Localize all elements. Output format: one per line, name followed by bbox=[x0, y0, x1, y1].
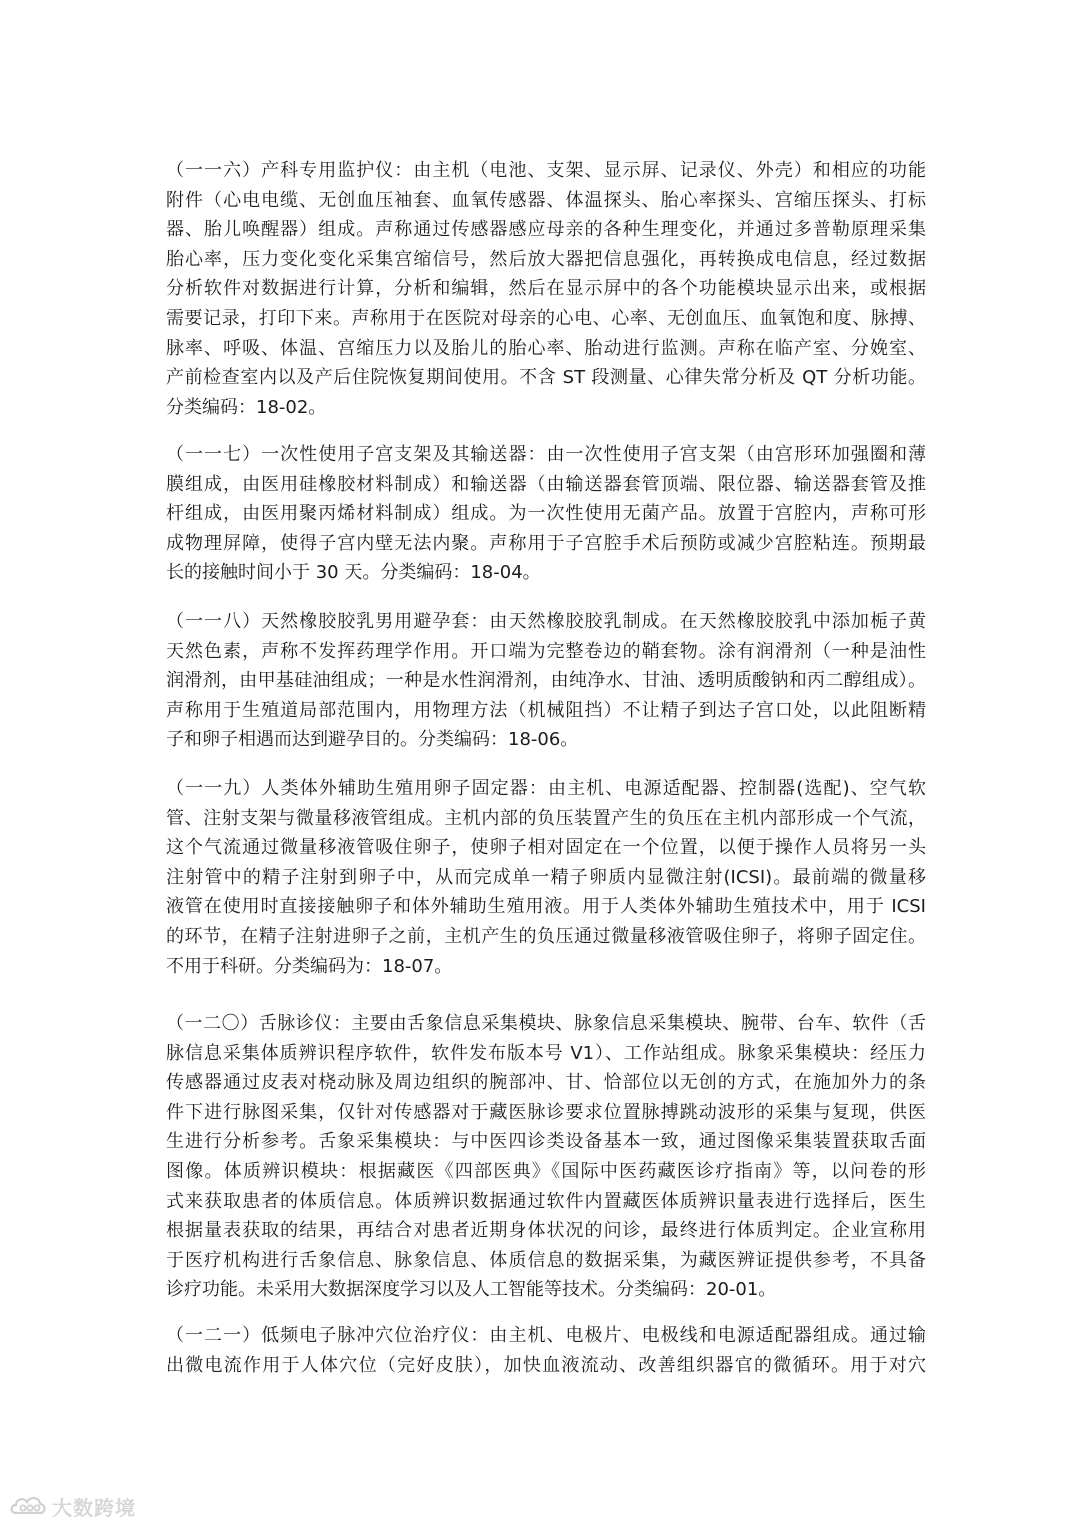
text-line: （一二〇）舌脉诊仪：主要由舌象信息采集模块、脉象信息采集模块、腕带、台车、软件（舌 bbox=[166, 1013, 926, 1034]
text-line: 需要记录，打印下来。声称用于在医院对母亲的心电、心率、无创血压、血氧饱和度、脉搏、 bbox=[166, 307, 926, 329]
text-line: 注射管中的精子注射到卵子中，从而完成单一精子卵质内显微注射(ICSI)。最前端的微量移 bbox=[166, 866, 926, 888]
paragraph-120 bbox=[166, 1009, 926, 1305]
text-line: 出微电流作用于人体穴位（完好皮肤），加快血液流动、改善组织器官的微循环。用于对穴 bbox=[166, 1354, 926, 1376]
text-line: 杆组成，由医用聚丙烯材料制成）组成。为一次性使用无菌产品。放置于宫腔内，声称可形 bbox=[166, 503, 926, 525]
text-line: 液管在使用时直接接触卵子和体外辅助生殖用液。用于人类体外辅助生殖技术中，用于 ICSI bbox=[166, 896, 926, 918]
paragraph-116 bbox=[166, 156, 926, 422]
paragraph-117 bbox=[166, 440, 926, 588]
text-line: 胎心率，压力变化变化采集宫缩信号，然后放大器把信息强化，再转换成电信息，经过数据 bbox=[166, 248, 926, 270]
text-line: 根据量表获取的结果，再结合对患者近期身体状况的问诊，最终进行体质判定。企业宣称用 bbox=[166, 1220, 926, 1242]
text-line: 产前检查室内以及产后住院恢复期间使用。不含 ST 段测量、心律失常分析及 QT 分析功能。 bbox=[166, 367, 926, 389]
text-line: （一一六）产科专用监护仪：由主机（电池、支架、显示屏、记录仪、外壳）和相应的功能 bbox=[166, 160, 926, 181]
text-line: 润滑剂，由甲基硅油组成；一种是水性润滑剂，由纯净水、甘油、透明质酸钠和丙二醇组成）。 bbox=[166, 670, 926, 692]
text-line: 脉信息采集体质辨识程序软件，软件发布版本号 V1）、工作站组成。脉象采集模块：经压力 bbox=[166, 1042, 926, 1064]
watermark-text: 大数跨境 bbox=[52, 1495, 136, 1520]
text-line: （一一九）人类体外辅助生殖用卵子固定器：由主机、电源适配器、控制器(选配)、空气软 bbox=[166, 778, 926, 799]
text-line: 传感器通过皮表对桡动脉及周边组织的腕部冲、甘、恰部位以无创的方式，在施加外力的条 bbox=[166, 1072, 926, 1094]
text-line: 脉率、呼吸、体温、宫缩压力以及胎儿的胎心率、胎动进行监测。声称在临产室、分娩室、 bbox=[166, 337, 926, 359]
text-line: 附件（心电电缆、无创血压袖套、血氧传感器、体温探头、胎心率探头、宫缩压探头、打标 bbox=[166, 189, 926, 211]
watermark bbox=[8, 1492, 136, 1520]
text-line: 分类编码：18-02。 bbox=[166, 396, 327, 418]
cloud-logo-icon bbox=[8, 1493, 48, 1519]
text-line: （一一八）天然橡胶胶乳男用避孕套：由天然橡胶胶乳制成。在天然橡胶胶乳中添加栀子黄 bbox=[166, 611, 926, 632]
text-line: 长的接触时间小于 30 天。分类编码：18-04。 bbox=[166, 562, 541, 584]
text-line: 膜组成，由医用硅橡胶材料制成）和输送器（由输送器套管顶端、限位器、输送器套管及推 bbox=[166, 473, 926, 495]
text-line: 件下进行脉图采集，仅针对传感器对于藏医脉诊要求位置脉搏跳动波形的采集与复现，供医 bbox=[166, 1101, 926, 1123]
text-line: 声称用于生殖道局部范围内，用物理方法（机械阻挡）不让精子到达子宫口处，以此阻断精 bbox=[166, 699, 926, 721]
text-line: 生进行分析参考。舌象采集模块：与中医四诊类设备基本一致，通过图像采集装置获取舌面 bbox=[166, 1131, 926, 1153]
text-line: 器、胎儿唤醒器）组成。声称通过传感器感应母亲的各种生理变化，并通过多普勒原理采集 bbox=[166, 219, 926, 241]
text-line: 不用于科研。分类编码为：18-07。 bbox=[166, 955, 453, 977]
paragraph-119 bbox=[166, 774, 926, 981]
text-line: 这个气流通过微量移液管吸住卵子，使卵子相对固定在一个位置，以便于操作人员将另一头 bbox=[166, 837, 926, 859]
text-line: 分析软件对数据进行计算，分析和编辑，然后在显示屏中的各个功能模块显示出来，或根据 bbox=[166, 278, 926, 300]
text-line: 诊疗功能。未采用大数据深度学习以及人工智能等技术。分类编码：20-01。 bbox=[166, 1279, 777, 1301]
text-line: （一一七）一次性使用子宫支架及其输送器：由一次性使用子宫支架（由宫形环加强圈和薄 bbox=[166, 444, 926, 465]
text-line: 的环节，在精子注射进卵子之前，主机产生的负压通过微量移液管吸住卵子，将卵子固定住。 bbox=[166, 925, 926, 947]
text-line: 子和卵子相遇而达到避孕目的。分类编码：18-06。 bbox=[166, 729, 579, 751]
text-line: 式来获取患者的体质信息。体质辨识数据通过软件内置藏医体质辨识量表进行选择后，医生 bbox=[166, 1190, 926, 1212]
text-line: 天然色素，声称不发挥药理学作用。开口端为完整卷边的鞘套物。涂有润滑剂（一种是油性 bbox=[166, 640, 926, 662]
paragraph-118 bbox=[166, 607, 926, 755]
text-line: 成物理屏障，使得子宫内壁无法内聚。声称用于子宫腔手术后预防或减少宫腔粘连。预期最 bbox=[166, 532, 926, 554]
text-line: 管、注射支架与微量移液管组成。主机内部的负压装置产生的负压在主机内部形成一个气流， bbox=[166, 807, 926, 829]
text-line: 于医疗机构进行舌象信息、脉象信息、体质信息的数据采集，为藏医辨证提供参考，不具备 bbox=[166, 1249, 926, 1271]
paragraph-121 bbox=[166, 1321, 926, 1380]
text-line: 图像。体质辨识模块：根据藏医《四部医典》《国际中医药藏医诊疗指南》等，以问卷的形 bbox=[166, 1160, 926, 1182]
text-line: （一二一）低频电子脉冲穴位治疗仪：由主机、电极片、电极线和电源适配器组成。通过输 bbox=[166, 1325, 926, 1346]
